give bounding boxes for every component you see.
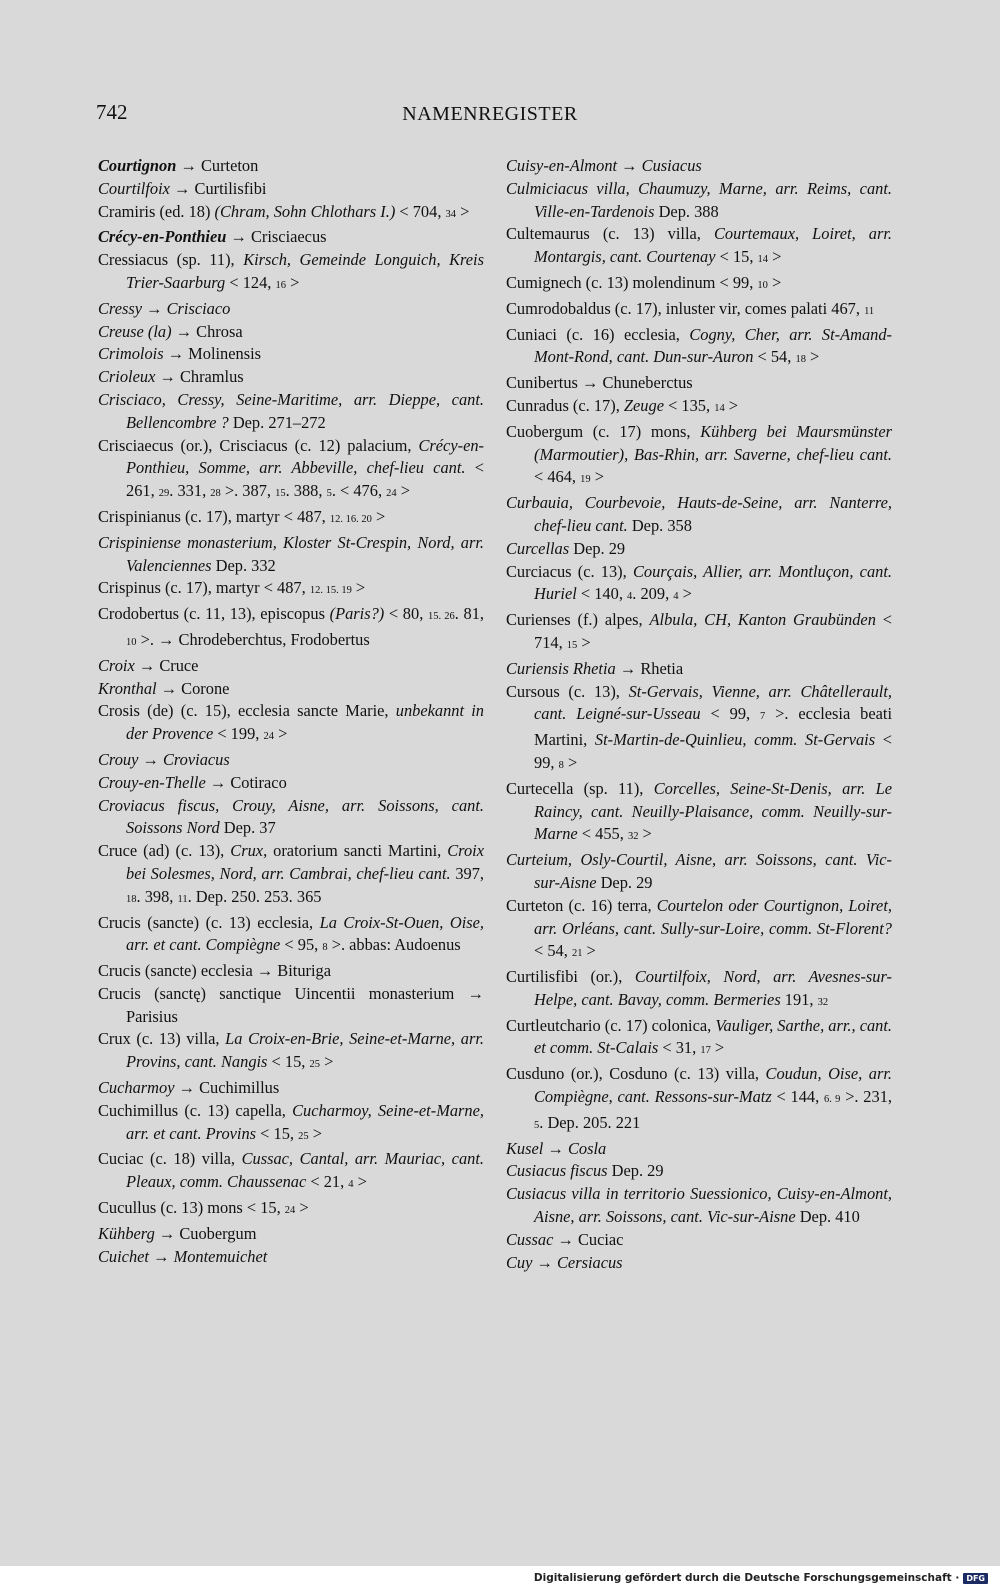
index-entry: Crispinus (c. 17), martyr < 487, 12. 15. 19 >	[98, 578, 366, 598]
index-entry: Cucullus (c. 13) mons < 15, 24 >	[98, 1198, 309, 1218]
index-entry: Curteium, Osly-Courtil, Aisne, arr. Soissons, cant. Vic-sur-Aisne Dep. 29	[506, 850, 892, 892]
index-entry: Crouy → Croviacus	[98, 749, 230, 769]
index-entry: Cusiacus villa in territorio Suessionico, Cuisy-en-Almont, Aisne, arr. Soissons, cant. Vic-sur-Aisne Dep. 410	[506, 1184, 892, 1227]
index-entry: Crioleux → Chramlus	[98, 367, 244, 387]
index-entry: Cuchimillus (c. 13) capella, Cucharmoy, Seine-et-Marne, arr. et cant. Provins < 15, 25 >	[98, 1100, 484, 1143]
index-entry: Crosis (de) (c. 15), ecclesia sancte Marie, unbekannt in der Provence < 199, 24 >	[98, 701, 485, 744]
index-entry: Cumignech (c. 13) molendinum < 99, 10 >	[506, 272, 782, 292]
index-entry: Cuniaci (c. 16) ecclesia, Cogny, Cher, arr. St-Amand-Mont-Rond, cant. Dun-sur-Auron < 54, 18 >	[506, 324, 892, 367]
index-entry: Cucharmoy → Cuchimillus	[98, 1078, 280, 1098]
index-entry: Cusiacus fiscus Dep. 29	[506, 1161, 664, 1181]
index-entry: Cruce (ad) (c. 13), Crux, oratorium sancti Martini, Croix bei Solesmes, Nord, arr. Cambrai, chef-lieu cant. 397, 18. 398, 11. Dep. 250. 253. 365	[98, 841, 485, 906]
index-entry: Cuciac (c. 18) villa, Cussac, Cantal, arr. Mauriac, cant. Pleaux, comm. Chaussenac < 21, 4 >	[98, 1149, 484, 1192]
index-entry: Curienses (f.) alpes, Albula, CH, Kanton Graubünden < 714, 15 >	[506, 610, 893, 652]
index-entry: Cunibertus → Chuneberctus	[506, 373, 693, 393]
index-entry: Courtilfoix → Curtilisfibi	[98, 178, 267, 198]
index-entry: Cursous (c. 13), St-Gervais, Vienne, arr. Châtellerault, cant. Leigné-sur-Usseau < 99, 7 >. ecclesia beati Martini, St-Martin-de-Quinlieu, comm. St-Gervais < 99, 8 >	[506, 681, 893, 772]
index-entry: Cressiacus (sp. 11), Kirsch, Gemeinde Longuich, Kreis Trier-Saarburg < 124, 16 >	[98, 250, 484, 292]
index-entry: Kronthal → Corone	[98, 678, 230, 698]
index-entry: Crouy-en-Thelle → Cotiraco	[98, 772, 287, 792]
index-entry: Crucis (sanctę) sanctique Uincentii monasterium → Parisius	[98, 983, 484, 1026]
index-entry: Cumrodobaldus (c. 17), inluster vir, comes palati 467, 11	[506, 298, 875, 318]
index-entry: Crucis (sancte) (c. 13) ecclesia, La Croix-St-Ouen, Oise, arr. et cant. Compiègne < 95, 8 >. abbas: Audoenus	[98, 912, 484, 955]
index-entry: Curtilisfibi (or.), Courtilfoix, Nord, arr. Avesnes-sur-Helpe, cant. Bavay, comm. Bermeries 191, 32	[506, 967, 892, 1009]
page-number: 742	[96, 100, 128, 124]
dfg-logo: DFG	[963, 1573, 988, 1584]
credit-text: Digitalisierung gefördert durch die Deutsche Forschungsgemeinschaft ·	[533, 1572, 960, 1584]
index-entry: Cusduno (or.), Cosduno (c. 13) villa, Coudun, Oise, arr. Compiègne, cant. Ressons-sur-Matz < 144, 6. 9 >. 231, 5. Dep. 205. 221	[506, 1064, 892, 1132]
index-entry: Curciacus (c. 13), Courçais, Allier, arr. Montluçon, cant. Huriel < 140, 4. 209, 4 >	[506, 561, 892, 604]
index-column-left	[98, 155, 484, 1268]
index-entry: Curtecella (sp. 11), Corcelles, Seine-St-Denis, arr. Le Raincy, cant. Neuilly-Plaisance, comm. Neuilly-sur-Marne < 455, 32 >	[506, 778, 892, 844]
index-entry: Crisciaco, Cressy, Seine-Maritime, arr. Dieppe, cant. Bellencombre ? Dep. 271–272	[98, 389, 484, 432]
digitization-credit	[534, 1572, 988, 1584]
index-entry: Curcellas Dep. 29	[506, 538, 626, 558]
index-entry: Crispiniense monasterium, Kloster St-Crespin, Nord, arr. Valenciennes Dep. 332	[98, 532, 484, 575]
index-column-right	[506, 155, 892, 1274]
index-entry: Courtignon → Curteton	[98, 156, 259, 175]
index-entry: Crisciaecus (or.), Crisciacus (c. 12) palacium, Crécy-en-Ponthieu, Somme, arr. Abbeville, chef-lieu cant. < 261, 29. 331, 28 >. 387, 15. 388, 5. < 476, 24 >	[98, 435, 485, 501]
index-entry: Curtleutchario (c. 17) colonica, Vauliger, Sarthe, arr., cant. et comm. St-Calais < 31, 17 >	[506, 1015, 893, 1058]
index-entry: Crécy-en-Ponthieu → Crisciaecus	[98, 227, 327, 247]
index-entry: Curteton (c. 16) terra, Courtelon oder Courtignon, Loiret, arr. Orléans, cant. Sully-sur-Loire, comm. St-Florent? < 54, 21 >	[506, 895, 892, 961]
index-entry: Cressy → Crisciaco	[98, 298, 231, 318]
index-entry: Kühberg → Cuobergum	[98, 1223, 257, 1243]
index-entry: Crispinianus (c. 17), martyr < 487, 12. 16. 20 >	[98, 506, 386, 526]
index-entry: Cuisy-en-Almont → Cusiacus	[506, 156, 702, 175]
index-entry: Kusel → Cosla	[506, 1138, 607, 1158]
index-entry: Crodobertus (c. 11, 13), episcopus (Paris?) < 80, 15. 26. 81, 10 >. → Chrodeberchtus, Frodobertus	[98, 604, 485, 649]
index-entry: Curiensis Rhetia → Rhetia	[506, 658, 684, 678]
index-entry: Cuobergum (c. 17) mons, Kühberg bei Maursmünster (Marmoutier), Bas-Rhin, arr. Saverne, chef-lieu cant. < 464, 19 >	[506, 421, 892, 487]
index-entry: Cultemaurus (c. 13) villa, Courtemaux, Loiret, arr. Montargis, cant. Courtenay < 15, 14 >	[506, 224, 892, 267]
index-entry: Cunradus (c. 17), Zeuge < 135, 14 >	[506, 395, 739, 415]
index-entry: Curbauia, Courbevoie, Hauts-de-Seine, arr. Nanterre, chef-lieu cant. Dep. 358	[506, 493, 892, 535]
index-entry: Crucis (sancte) ecclesia → Bituriga	[98, 961, 332, 981]
index-entry: Cussac → Cuciac	[506, 1229, 624, 1249]
index-entry: Cuichet → Montemuichet	[98, 1246, 268, 1266]
index-entry: Culmiciacus villa, Chaumuzy, Marne, arr. Reims, cant. Ville-en-Tardenois Dep. 388	[506, 178, 892, 221]
index-entry: Croix → Cruce	[98, 655, 199, 675]
index-entry: Cuy → Cersiacus	[506, 1252, 623, 1272]
index-entry: Cramiris (ed. 18) (Chram, Sohn Chlothars I.) < 704, 34 >	[98, 201, 470, 221]
index-entry: Croviacus fiscus, Crouy, Aisne, arr. Soissons, cant. Soissons Nord Dep. 37	[98, 795, 484, 838]
index-entry: Crimolois → Molinensis	[98, 344, 262, 364]
index-entry: Creuse (la) → Chrosa	[98, 321, 243, 341]
index-entry: Crux (c. 13) villa, La Croix-en-Brie, Seine-et-Marne, arr. Provins, cant. Nangis < 15, 25 >	[98, 1029, 484, 1072]
running-head: NAMENREGISTER	[402, 103, 578, 125]
